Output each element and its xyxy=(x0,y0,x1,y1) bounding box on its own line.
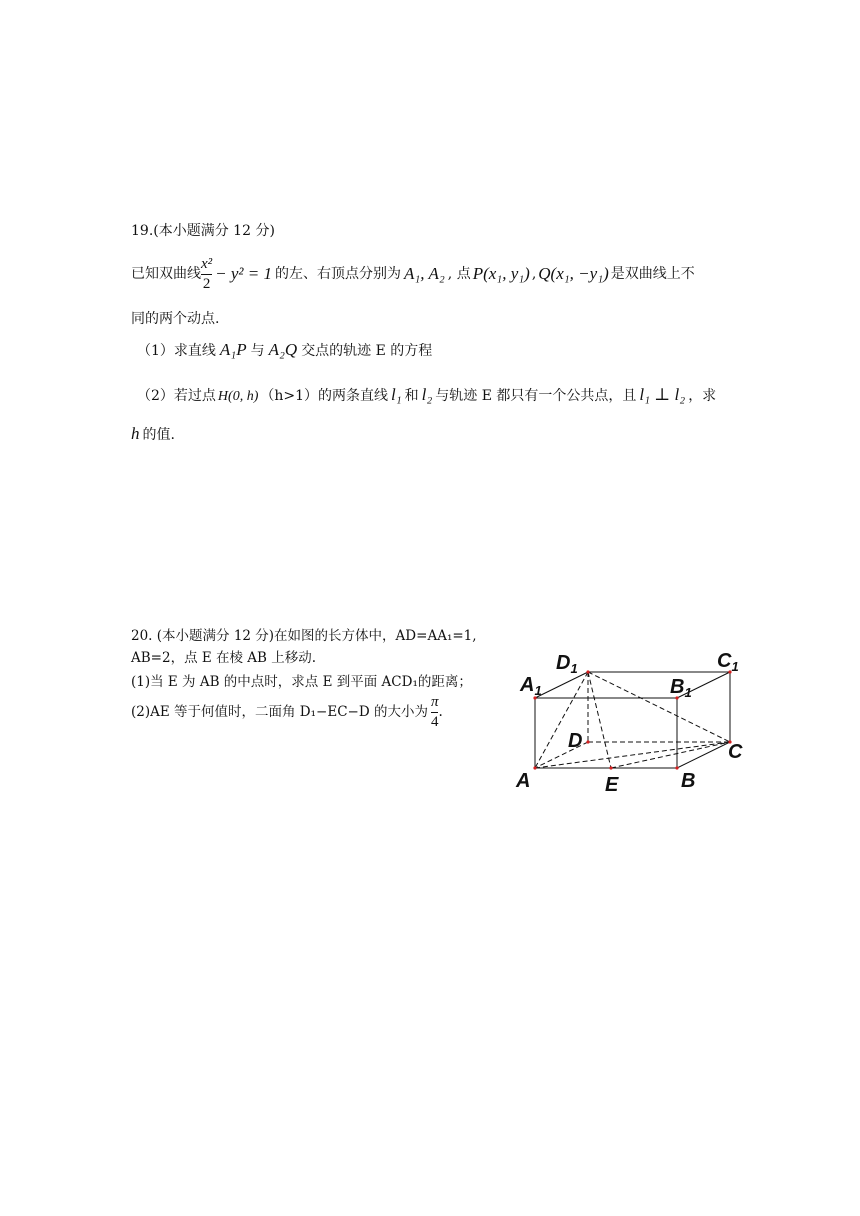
segment-EC xyxy=(611,742,730,768)
cuboid-figure xyxy=(510,645,760,800)
line-l2: l₂ xyxy=(421,385,433,404)
label-D: D xyxy=(568,730,583,752)
label-B: B xyxy=(681,770,696,792)
q19-line2: 同的两个动点. xyxy=(131,311,220,327)
q19-line1-point-word: , 点 xyxy=(447,266,471,282)
q19-line1-suffix: 是双曲线上不 xyxy=(610,266,695,282)
label-A: A xyxy=(516,770,531,792)
point-Q: Q(x₁, −y₁) xyxy=(538,264,609,283)
part2-and: 和 xyxy=(404,388,419,404)
fraction-denominator: 2 xyxy=(202,275,211,292)
q19-header: 19.(本小题满分 12 分) xyxy=(131,223,275,239)
q19-part2-cont xyxy=(131,424,175,445)
part1-prefix: （1）求直线 xyxy=(137,343,216,359)
vertex-E xyxy=(609,766,612,769)
segment-AC xyxy=(535,742,730,768)
vertex-A xyxy=(533,766,536,769)
segment-D1E xyxy=(588,672,611,768)
label-D1: $D_1$ xyxy=(556,652,578,676)
vertex-D1 xyxy=(586,670,589,673)
vertex-D xyxy=(586,740,589,743)
label-C1: $C_1$ xyxy=(717,650,739,674)
q19-part2 xyxy=(137,385,716,407)
segment-D1A xyxy=(535,672,588,768)
hyperbola-fraction xyxy=(201,256,212,293)
vertex-B xyxy=(675,766,678,769)
pi-over-4-fraction xyxy=(431,694,439,731)
part2-end: 的值. xyxy=(142,427,175,443)
pi-denominator: 4 xyxy=(430,713,439,730)
fraction-numerator: x² xyxy=(201,255,213,272)
label-C: C xyxy=(728,741,743,763)
hyperbola-equation: − y² = 1 xyxy=(215,264,272,283)
q20-header: 20. (本小题满分 12 分)在如图的长方体中，AD=AA₁=1, xyxy=(131,628,477,644)
edge-A1D1 xyxy=(535,672,588,698)
q20-part1: (1)当 E 为 AB 的中点时，求点 E 到平面 ACD₁的距离； xyxy=(131,674,472,690)
part1-suffix: 交点的轨迹 E 的方程 xyxy=(301,343,433,359)
q19-line1-mid: 的左、右顶点分别为 xyxy=(275,266,401,282)
q19-line1 xyxy=(131,254,695,294)
label-A1: $A_1$ xyxy=(520,674,542,698)
variable-h: h xyxy=(131,424,140,443)
part2-prefix: （2）若过点 xyxy=(137,388,216,404)
q20-part2-end: . xyxy=(438,704,443,720)
q19-line1-sep: , xyxy=(531,266,537,282)
q19-line1-prefix: 已知双曲线 xyxy=(131,266,201,282)
q20-part2 xyxy=(131,692,443,732)
label-E: E xyxy=(605,774,619,796)
pi-numerator: π xyxy=(430,693,439,710)
q20-part2-prefix: (2)AE 等于何值时，二面角 D₁−EC−D 的大小为 xyxy=(131,704,428,720)
perpendicular-condition: l₁ ⊥ l₂ xyxy=(639,385,686,404)
part2-condition: （h>1）的两条直线 xyxy=(260,388,389,404)
line-A1P: A₁P xyxy=(219,340,247,359)
line-l1: l₁ xyxy=(391,385,402,404)
q19-part1 xyxy=(137,340,432,361)
part2-mid: 与轨迹 E 都只有一个公共点，且 xyxy=(435,388,637,404)
part2-suffix: ，求 xyxy=(688,388,717,404)
point-P: P(x₁, y₁) xyxy=(472,264,530,283)
q20-line2: AB=2，点 E 在棱 AB 上移动. xyxy=(131,650,317,666)
label-B1: $B_1$ xyxy=(670,676,692,700)
line-A2Q: A₂Q xyxy=(268,340,298,359)
point-H: H(0, h) xyxy=(217,389,259,404)
vertices-A1-A2: A₁, A₂ xyxy=(404,264,445,283)
part1-with: 与 xyxy=(250,343,265,359)
